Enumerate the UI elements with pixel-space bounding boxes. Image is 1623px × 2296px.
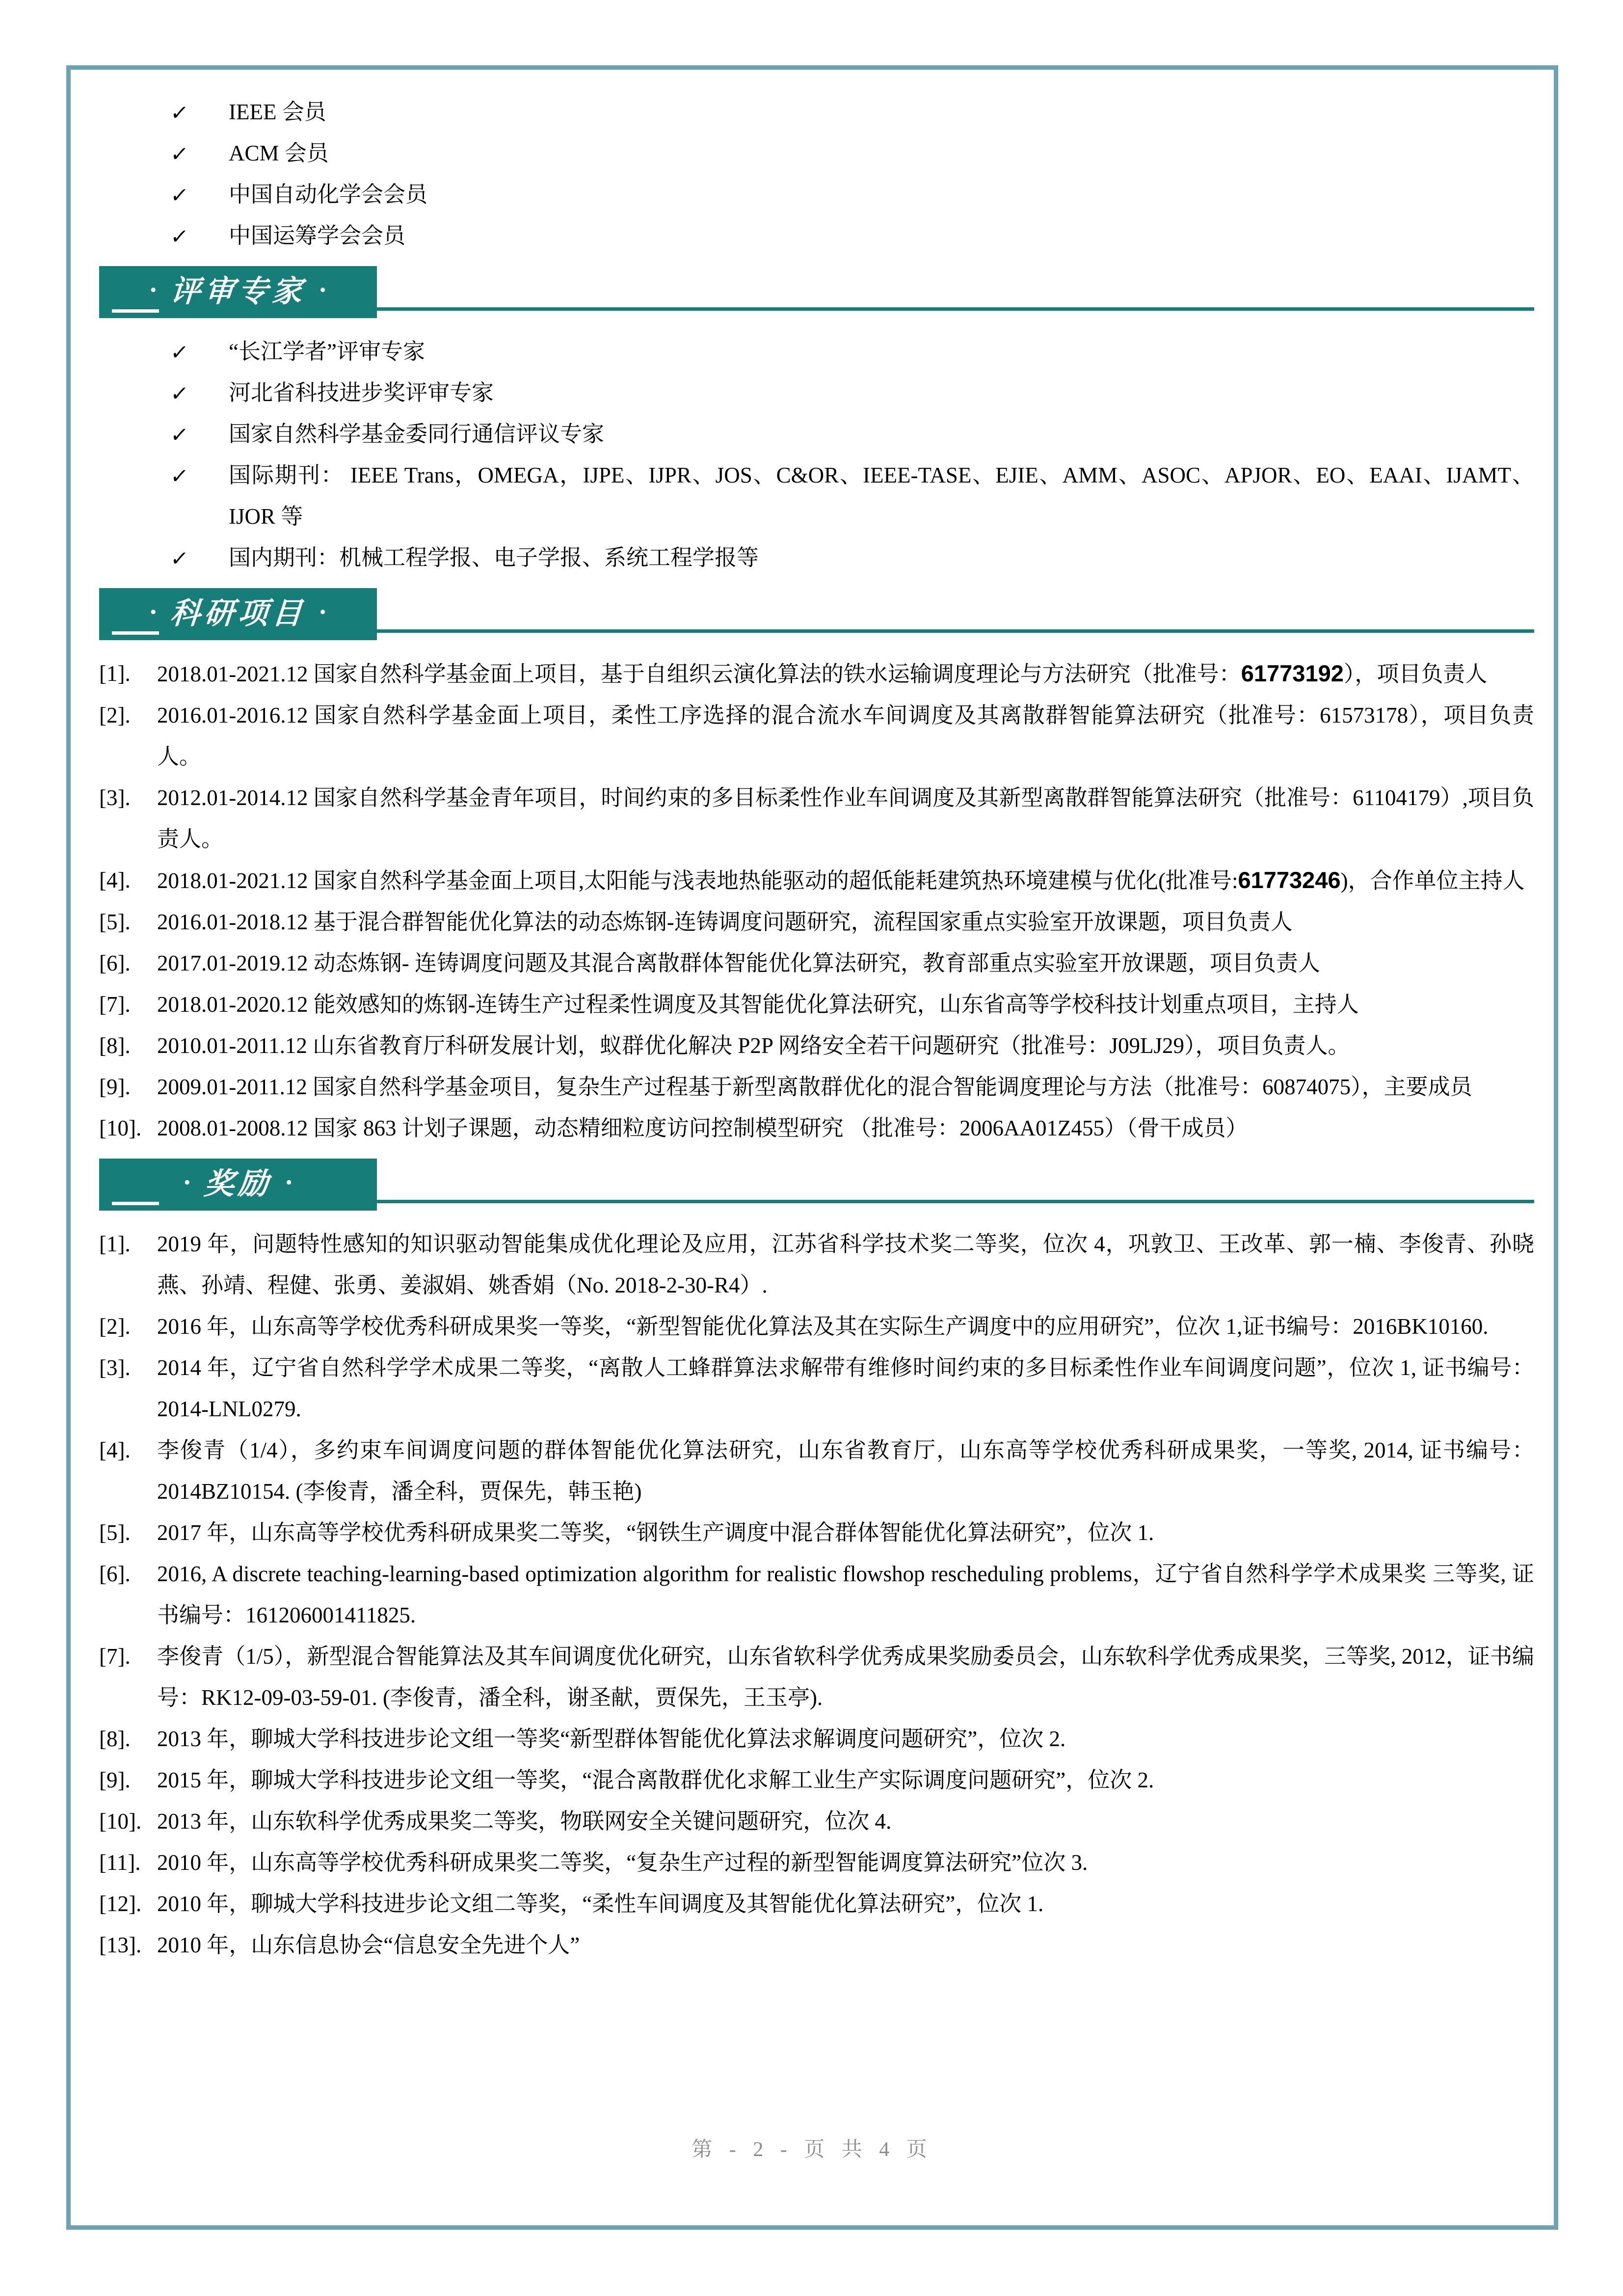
award-item <box>99 1430 1534 1512</box>
page-footer: 第 - 2 - 页 共 4 页 <box>692 2138 933 2161</box>
award-item <box>99 1883 1534 1924</box>
award-item-text <box>157 1883 1534 1924</box>
item-number: [3]. <box>99 785 131 810</box>
checkmark-icon: ✓ <box>169 464 190 488</box>
checkmark-icon: ✓ <box>169 423 190 447</box>
item-number: [9]. <box>99 1768 131 1792</box>
section-header-awards <box>99 1159 1534 1211</box>
membership-item <box>99 91 1534 133</box>
award-item-text <box>157 1553 1534 1636</box>
project-item-text <box>157 901 1534 943</box>
text-run: )，合作单位主持人 <box>1340 868 1525 893</box>
bullet-icon: • <box>184 1172 190 1193</box>
award-item <box>99 1801 1534 1842</box>
review-expert-label: 国家自然科学基金委同行通信评议专家 <box>229 422 605 446</box>
item-number: [13]. <box>99 1933 142 1957</box>
header-rule-line <box>377 629 1534 633</box>
review-expert-item <box>99 537 1534 578</box>
item-number: [1]. <box>99 661 131 686</box>
review-expert-label: 国内期刊：机械工程学报、电子学报、系统工程学报等 <box>229 545 759 570</box>
project-item-text <box>157 1107 1534 1149</box>
checkmark-icon: ✓ <box>169 101 190 125</box>
membership-label: 中国运筹学会会员 <box>229 223 406 248</box>
section-header-projects <box>99 588 1534 640</box>
item-number: [7]. <box>99 1644 131 1669</box>
item-number: [4]. <box>99 868 131 892</box>
projects-list <box>99 653 1534 1149</box>
item-number: [12]. <box>99 1891 142 1916</box>
text-run: 2016.01-2016.12 国家自然科学基金面上项目，柔性工序选择的混合流水车间调度及其离散群智能算法研究（批准号：61573178），项目负责人。 <box>157 703 1534 769</box>
text-run: 2010 年，山东信息协会“信息安全先进个人” <box>157 1933 580 1957</box>
page-content <box>99 91 1534 1966</box>
text-run: 2017 年，山东高等学校优秀科研成果奖二等奖，“钢铁生产调度中混合群体智能优化算法研究”，位次 1. <box>157 1520 1154 1545</box>
item-number: [2]. <box>99 703 131 728</box>
award-item-text <box>157 1223 1534 1306</box>
text-run: 2013 年，山东软科学优秀成果奖二等奖，物联网安全关键问题研究，位次 4. <box>157 1809 892 1834</box>
item-number: [5]. <box>99 1520 131 1545</box>
project-item <box>99 860 1534 901</box>
text-run: 2014 年，辽宁省自然科学学术成果二等奖，“离散人工蜂群算法求解带有维修时间约束的多目标柔性作业车间调度问题”，位次 1, 证书编号：2014-LNL0279. <box>157 1355 1534 1421</box>
review-expert-label: 河北省科技进步奖评审专家 <box>229 380 494 405</box>
awards-section-title: 奖励 <box>203 1168 273 1201</box>
checkmark-icon: ✓ <box>169 183 190 207</box>
award-item-text <box>157 1842 1534 1883</box>
checkmark-icon: ✓ <box>169 224 190 248</box>
text-run: 2012.01-2014.12 国家自然科学基金青年项目，时间约束的多目标柔性作业车间调度及其新型离散群智能算法研究（批准号：61104179）,项目负责人。 <box>157 785 1534 851</box>
item-number: [6]. <box>99 1562 131 1586</box>
bullet-icon: • <box>150 602 157 622</box>
item-number: [7]. <box>99 992 131 1017</box>
review-expert-item <box>99 455 1534 537</box>
review-expert-item <box>99 413 1534 455</box>
text-run: 2010 年，聊城大学科技进步论文组二等奖，“柔性车间调度及其智能优化算法研究”，位次 1. <box>157 1891 1044 1916</box>
membership-label: ACM 会员 <box>229 141 329 165</box>
award-item-text <box>157 1801 1534 1842</box>
bullet-icon: • <box>319 602 326 622</box>
section-header-review <box>99 266 1534 318</box>
project-item-text <box>157 777 1534 860</box>
award-item <box>99 1347 1534 1430</box>
text-run: 2017.01-2019.12 动态炼钢- 连铸调度问题及其混合离散群体智能优化算法研究，教育部重点实验室开放课题，项目负责人 <box>157 951 1320 975</box>
text-run: ），项目负责人 <box>1343 662 1488 686</box>
award-item-text <box>157 1759 1534 1801</box>
project-item <box>99 695 1534 777</box>
text-run: 2019 年，问题特性感知的知识驱动智能集成优化理论及应用，江苏省科学技术奖二等奖，位次 4，巩敦卫、王改革、郭一楠、李俊青、孙晓燕、孙靖、程健、张勇、姜淑娟、姚香娟（No. 2018-2-30-R4）. <box>157 1232 1534 1297</box>
project-item <box>99 984 1534 1025</box>
membership-item <box>99 215 1534 256</box>
project-item <box>99 1107 1534 1149</box>
grant-number-bold: 61773192 <box>1241 660 1344 686</box>
project-item-text <box>157 1025 1534 1066</box>
membership-label: 中国自动化学会会员 <box>229 182 428 207</box>
membership-label: IEEE 会员 <box>229 100 326 124</box>
award-item-text <box>157 1512 1534 1553</box>
checkmark-icon: ✓ <box>169 340 190 364</box>
review-expert-label: 国际期刊： IEEE Trans，OMEGA，IJPE、IJPR、JOS、C&OR、IEEE-TASE、EJIE、AMM、ASOC、APJOR、EO、EAAI、IJAMT、IJOR 等 <box>229 463 1534 529</box>
project-item-text <box>157 860 1534 901</box>
bullet-icon: • <box>150 280 157 300</box>
grant-number-bold: 61773246 <box>1238 867 1341 893</box>
award-item <box>99 1512 1534 1553</box>
review-expert-item <box>99 372 1534 413</box>
text-run: 李俊青（1/5），新型混合智能算法及其车间调度优化研究，山东省软科学优秀成果奖励委员会，山东软科学优秀成果奖，三等奖, 2012，证书编号：RK12-09-03-59-01. (李俊青，潘全科，谢圣献，贾保先，王玉亭). <box>157 1644 1534 1710</box>
text-run: 2010 年，山东高等学校优秀科研成果奖二等奖，“复杂生产过程的新型智能调度算法研究”位次 3. <box>157 1850 1088 1875</box>
awards-list <box>99 1223 1534 1966</box>
award-item <box>99 1306 1534 1347</box>
text-run: 2016 年，山东高等学校优秀科研成果奖一等奖，“新型智能优化算法及其在实际生产调度中的应用研究”，位次 1,证书编号：2016BK10160. <box>157 1314 1489 1339</box>
text-run: 2009.01-2011.12 国家自然科学基金项目，复杂生产过程基于新型离散群优化的混合智能调度理论与方法（批准号：60874075），主要成员 <box>157 1075 1472 1099</box>
award-item <box>99 1924 1534 1966</box>
project-item <box>99 777 1534 860</box>
item-number: [5]. <box>99 910 131 934</box>
project-item-text <box>157 943 1534 984</box>
item-number: [2]. <box>99 1314 131 1339</box>
project-item-text <box>157 984 1534 1025</box>
item-number: [11]. <box>99 1850 141 1875</box>
award-item <box>99 1759 1534 1801</box>
award-item-text <box>157 1306 1534 1347</box>
text-run: 2010.01-2011.12 山东省教育厅科研发展计划，蚁群优化解决 P2P 网络安全若干问题研究（批准号：J09LJ29），项目负责人。 <box>157 1033 1350 1058</box>
awards-title-box <box>99 1159 377 1211</box>
bullet-icon: • <box>319 280 326 300</box>
project-item <box>99 1066 1534 1107</box>
award-item <box>99 1223 1534 1306</box>
item-number: [1]. <box>99 1232 131 1256</box>
item-number: [8]. <box>99 1727 131 1751</box>
membership-item <box>99 174 1534 215</box>
award-item <box>99 1718 1534 1759</box>
review-expert-item <box>99 331 1534 372</box>
item-number: [10]. <box>99 1116 142 1140</box>
header-underline <box>112 1202 159 1205</box>
project-item <box>99 1025 1534 1066</box>
item-number: [6]. <box>99 951 131 975</box>
membership-item <box>99 133 1534 174</box>
text-run: 2008.01-2008.12 国家 863 计划子课题，动态精细粒度访问控制模型研究 （批准号：2006AA01Z455）（骨干成员） <box>157 1116 1248 1140</box>
projects-title-box <box>99 588 377 640</box>
page-border-frame <box>66 65 1558 2230</box>
award-item-text <box>157 1924 1534 1966</box>
header-rule-line <box>377 307 1534 311</box>
text-run: 2013 年，聊城大学科技进步论文组一等奖“新型群体智能优化算法求解调度问题研究”，位次 2. <box>157 1727 1066 1751</box>
text-run: 2015 年，聊城大学科技进步论文组一等奖，“混合离散群优化求解工业生产实际调度问题研究”，位次 2. <box>157 1768 1154 1792</box>
item-number: [9]. <box>99 1075 131 1099</box>
project-item <box>99 901 1534 943</box>
text-run: 2016, A discrete teaching-learning-based optimization algorithm for realistic flowshop rescheduling problems，辽宁省自然科学学术成果奖 三等奖, 证书编号：161206001411825. <box>157 1562 1534 1627</box>
review-expert-list <box>99 331 1534 578</box>
project-item <box>99 943 1534 984</box>
checkmark-icon: ✓ <box>169 142 190 166</box>
projects-section-title: 科研项目 <box>169 597 307 630</box>
item-number: [3]. <box>99 1355 131 1380</box>
award-item <box>99 1553 1534 1636</box>
text-run: 2018.01-2021.12 国家自然科学基金面上项目,太阳能与浅表地热能驱动的超低能耗建筑热环境建模与优化(批准号: <box>157 868 1238 893</box>
checkmark-icon: ✓ <box>169 546 190 570</box>
item-number: [4]. <box>99 1438 131 1462</box>
text-run: 李俊青（1/4），多约束车间调度问题的群体智能优化算法研究，山东省教育厅，山东高等学校优秀科研成果奖，一等奖, 2014, 证书编号：2014BZ10154. (李俊青，潘全科，贾保先，韩玉艳) <box>157 1438 1534 1504</box>
review-title-box <box>99 266 377 318</box>
review-section-title: 评审专家 <box>169 275 307 308</box>
item-number: [10]. <box>99 1809 142 1834</box>
membership-list <box>99 91 1534 256</box>
project-item-text <box>157 1066 1534 1107</box>
header-underline <box>112 309 159 313</box>
review-expert-label: “长江学者”评审专家 <box>229 339 425 364</box>
text-run: 2018.01-2021.12 国家自然科学基金面上项目，基于自组织云演化算法的铁水运输调度理论与方法研究（批准号： <box>157 662 1241 686</box>
header-underline <box>112 631 159 635</box>
award-item <box>99 1842 1534 1883</box>
award-item-text <box>157 1347 1534 1430</box>
checkmark-icon: ✓ <box>169 381 190 405</box>
project-item-text <box>157 695 1534 777</box>
award-item <box>99 1636 1534 1718</box>
project-item <box>99 653 1534 695</box>
bullet-icon: • <box>286 1172 293 1193</box>
text-run: 2016.01-2018.12 基于混合群智能优化算法的动态炼钢-连铸调度问题研究，流程国家重点实验室开放课题，项目负责人 <box>157 910 1293 934</box>
award-item-text <box>157 1718 1534 1759</box>
header-rule-line <box>377 1200 1534 1203</box>
text-run: 2018.01-2020.12 能效感知的炼钢-连铸生产过程柔性调度及其智能优化算法研究，山东省高等学校科技计划重点项目，主持人 <box>157 992 1359 1017</box>
award-item-text <box>157 1636 1534 1718</box>
project-item-text <box>157 653 1534 695</box>
award-item-text <box>157 1430 1534 1512</box>
item-number: [8]. <box>99 1033 131 1058</box>
